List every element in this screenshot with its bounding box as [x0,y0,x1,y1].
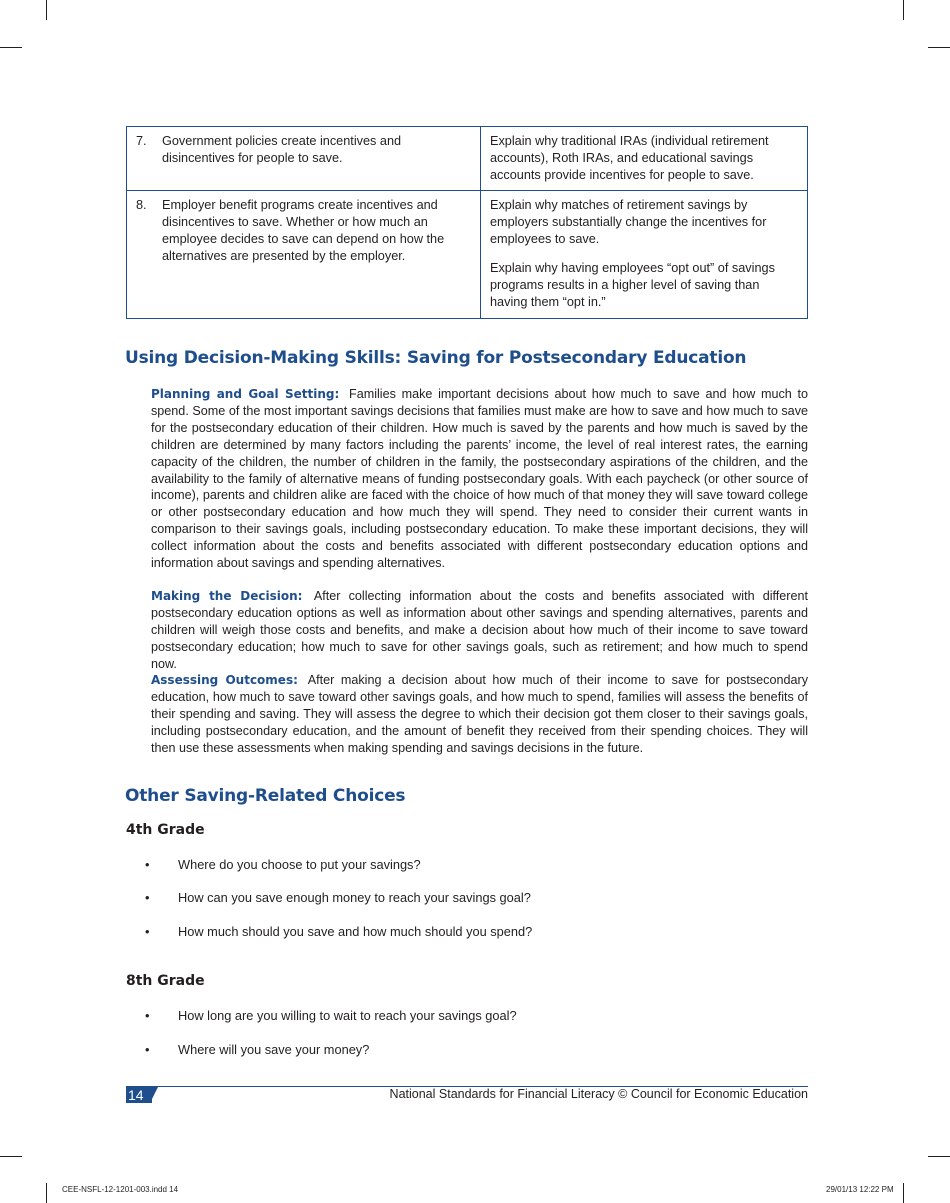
page-number-tab [150,1087,158,1103]
paragraph-text: After making a decision about how much of their income to save for postsecondary education, how much to save toward other savings goals, and how much to spend, families will assess the benefits of their spending and saving. They will assess the degree to which their decision got them closer to their savings goals, including postsecondary education, and the amount of benefit they received from their spending choices. They will then use these assessments when making spending and savings decisions in the future. [151,673,808,755]
crop-mark [903,1183,904,1203]
standard-cell [127,191,481,319]
slug-date: 29/01/13 12:22 PM [826,1185,894,1194]
table-row [127,191,808,319]
standard-statement: Government policies create incentives and disincentives for people to save. [162,134,402,165]
paragraph-text: After collecting information about the costs and benefits associated with different postsecondary education options as well as information about other savings and spending alternatives, parents and children will weigh those costs and benefits, and make a decision about how much of their income to save toward postsecondary education; how much to save for other savings goals, such as retirement; and how much to spend now. [151,589,808,671]
benchmark-cell [481,127,808,191]
standard-number: 7. [136,134,147,148]
paragraph-decision [151,588,808,673]
footer-text: National Standards for Financial Literacy © Council for Economic Education [389,1087,808,1101]
table-row [127,127,808,191]
standard-cell [127,127,481,191]
crop-mark [46,0,47,20]
list-item: • How long are you willing to wait to reach your savings goal? [145,1008,517,1023]
standard-number: 8. [136,198,147,212]
paragraph-lead: Making the Decision: [151,589,303,603]
paragraph-lead: Planning and Goal Setting: [151,387,340,401]
crop-mark [928,47,950,48]
crop-mark [0,47,22,48]
benchmark-text: Explain why having employees “opt out” of savings programs results in a higher level of saving than having them “opt in.” [490,261,775,309]
bullet-icon: • [145,1042,150,1057]
page-number: 14 [126,1087,152,1103]
grade-heading: 4th Grade [126,822,205,838]
standards-table [126,126,808,319]
crop-mark [903,0,904,20]
crop-mark [928,1156,950,1157]
standard-statement: Employer benefit programs create incentives and disincentives to save. Whether or how much an employee decides to save can depend on how the alternatives are presented by the employer. [162,198,445,263]
section-title: Other Saving-Related Choices [125,786,406,806]
crop-mark [0,1156,22,1157]
bullet-icon: • [145,857,150,872]
paragraph-lead: Assessing Outcomes: [151,673,298,687]
paragraph-planning [151,386,808,572]
list-item: • How much should you save and how much should you spend? [145,924,533,939]
paragraph-text: Families make important decisions about how much to save and how much to spend. Some of the most important savings decisions that families must make are how to save and how much to save for the postsecondary education of their children. How much is saved by the parents and how much is saved by the children are determined by many factors including the parents’ income, the level of real interest rates, the earning capacity of the children, the number of children in the family, the postsecondary aspirations of the children, and the availability to the family of alternative means of funding postsecondary goals. With each paycheck (or other source of income), parents and children alike are faced with the choice of how much of that money they will save toward college or other postsecondary education and how much they will spend. They need to consider their current wants in comparison to their savings goals, including postsecondary education. To make these important decisions, they will collect information about the costs and benefits associated with different postsecondary education options and information about savings and spending alternatives. [151,387,808,571]
list-item: • How can you save enough money to reach your savings goal? [145,890,531,905]
list-item: • Where will you save your money? [145,1042,370,1057]
bullet-icon: • [145,890,150,905]
slug-filename: CEE-NSFL-12-1201-003.indd 14 [62,1185,179,1194]
grade-heading: 8th Grade [126,973,205,989]
crop-mark [46,1183,47,1203]
section-title: Using Decision-Making Skills: Saving for Postsecondary Education [125,348,747,368]
bullet-icon: • [145,924,150,939]
benchmark-cell [481,191,808,319]
bullet-icon: • [145,1008,150,1023]
benchmark-text: Explain why traditional IRAs (individual retirement accounts), Roth IRAs, and educational savings accounts provide incentives for people to save. [490,134,769,182]
benchmark-text: Explain why matches of retirement savings by employers substantially change the incentives for employees to save. [490,198,767,246]
paragraph-assessing [151,672,808,757]
list-item: • Where do you choose to put your savings? [145,857,421,872]
